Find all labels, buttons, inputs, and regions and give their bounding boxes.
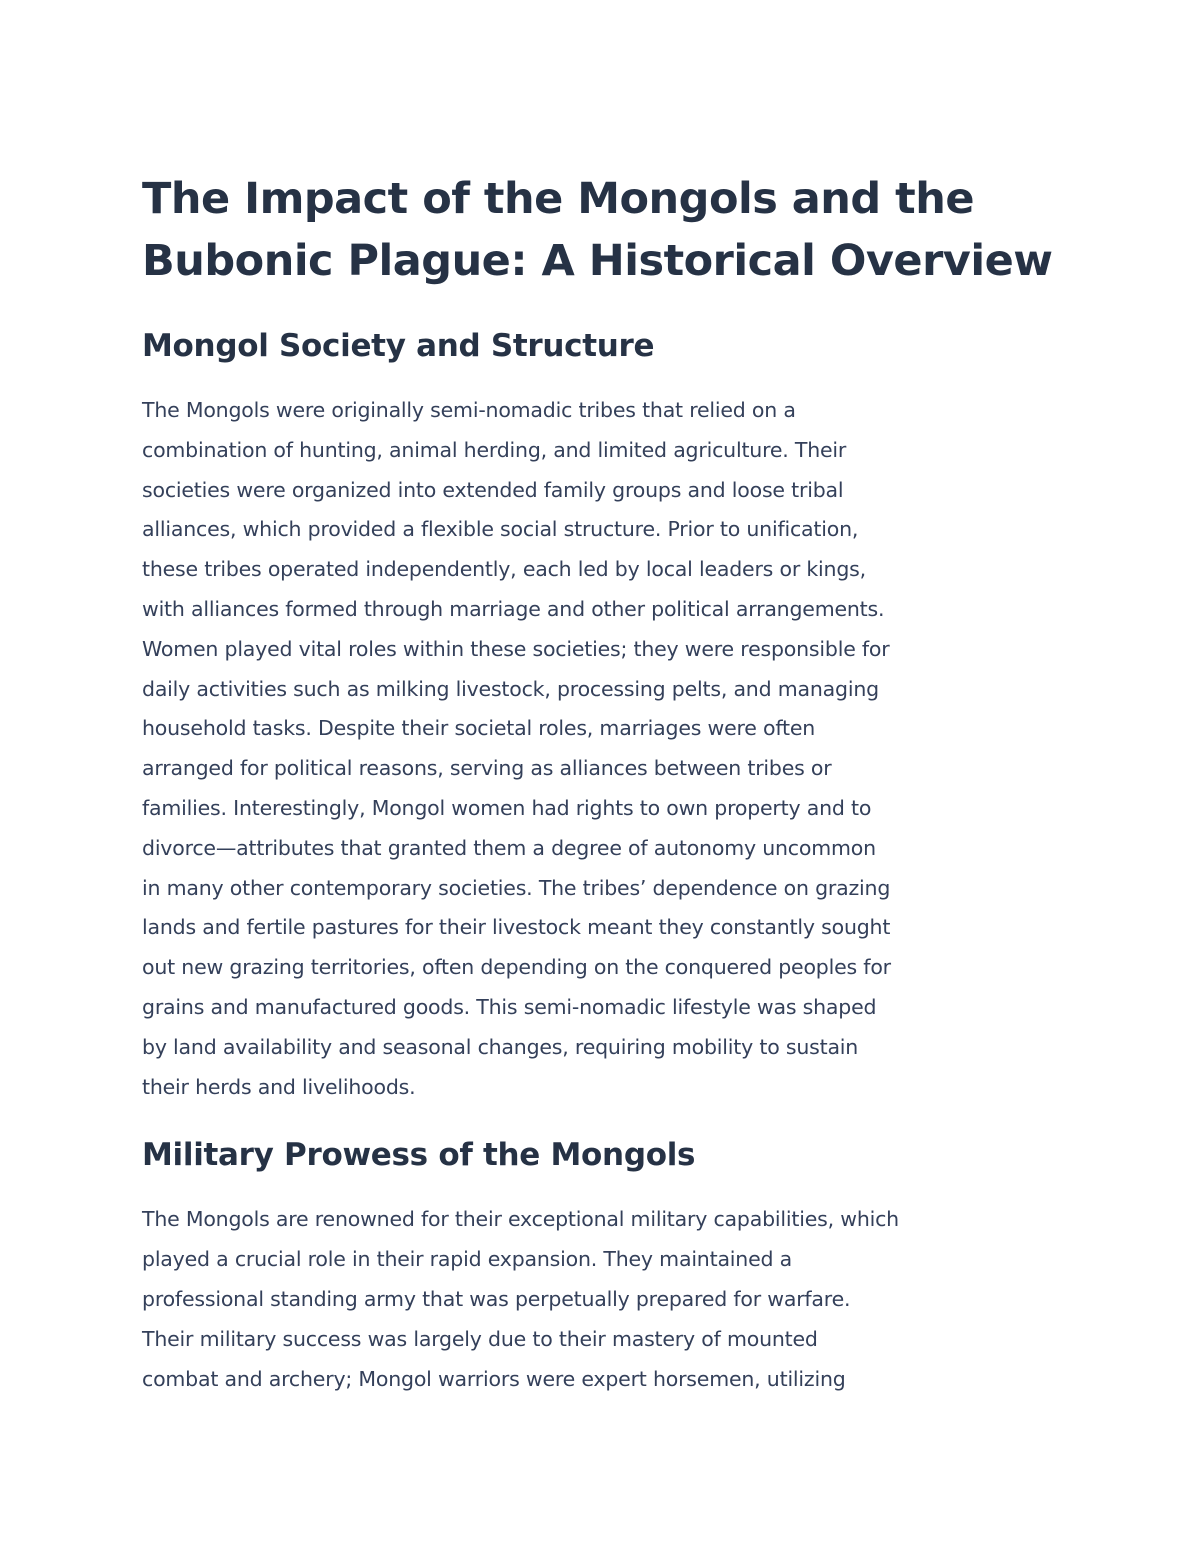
paragraph-line: Their military success was largely due to their mastery of mounted (142, 1326, 818, 1351)
paragraph-line: families. Interestingly, Mongol women had rights to own property and to (142, 795, 872, 820)
paragraph-line: Women played vital roles within these societies; they were responsible for (142, 636, 890, 661)
paragraph-line: alliances, which provided a flexible social structure. Prior to unification, (142, 517, 859, 542)
paragraph-line: professional standing army that was perpetually prepared for warfare. (142, 1286, 851, 1311)
section-paragraph (142, 1200, 1058, 1399)
document-title (142, 168, 1058, 292)
paragraph-line: out new grazing territories, often depending on the conquered peoples for (142, 955, 891, 980)
document-page (142, 168, 1058, 1399)
section-paragraph (142, 391, 1058, 1107)
paragraph-line: combination of hunting, animal herding, and limited agriculture. Their (142, 437, 847, 462)
paragraph-line: divorce—attributes that granted them a degree of autonomy uncommon (142, 835, 876, 860)
paragraph-line: with alliances formed through marriage and other political arrangements. (142, 596, 885, 621)
paragraph-line: societies were organized into extended family groups and loose tribal (142, 477, 844, 502)
paragraph-line: arranged for political reasons, serving as alliances between tribes or (142, 756, 832, 781)
paragraph-line: in many other contemporary societies. The tribes’ dependence on grazing (142, 875, 891, 900)
document-title-line: The Impact of the Mongols and the (142, 174, 974, 224)
paragraph-line: lands and fertile pastures for their livestock meant they constantly sought (142, 915, 891, 940)
paragraph-line: The Mongols are renowned for their exceptional military capabilities, which (142, 1207, 899, 1232)
section-heading: Mongol Society and Structure (142, 328, 655, 364)
paragraph-line: The Mongols were originally semi-nomadic tribes that relied on a (142, 398, 796, 422)
paragraph-line: daily activities such as milking livestock, processing pelts, and managing (142, 676, 879, 701)
document-title-line: Bubonic Plague: A Historical Overview (142, 236, 1053, 286)
paragraph-line: their herds and livelihoods. (142, 1074, 416, 1099)
section-heading: Military Prowess of the Mongols (142, 1137, 696, 1174)
paragraph-line: combat and archery; Mongol warriors were expert horsemen, utilizing (142, 1366, 846, 1391)
paragraph-line: by land availability and seasonal changes, requiring mobility to sustain (142, 1034, 859, 1059)
paragraph-line: these tribes operated independently, each led by local leaders or kings, (142, 557, 866, 582)
paragraph-line: grains and manufactured goods. This semi-nomadic lifestyle was shaped (142, 994, 877, 1019)
paragraph-line: played a crucial role in their rapid expansion. They maintained a (142, 1247, 792, 1272)
paragraph-line: household tasks. Despite their societal roles, marriages were often (142, 716, 816, 741)
